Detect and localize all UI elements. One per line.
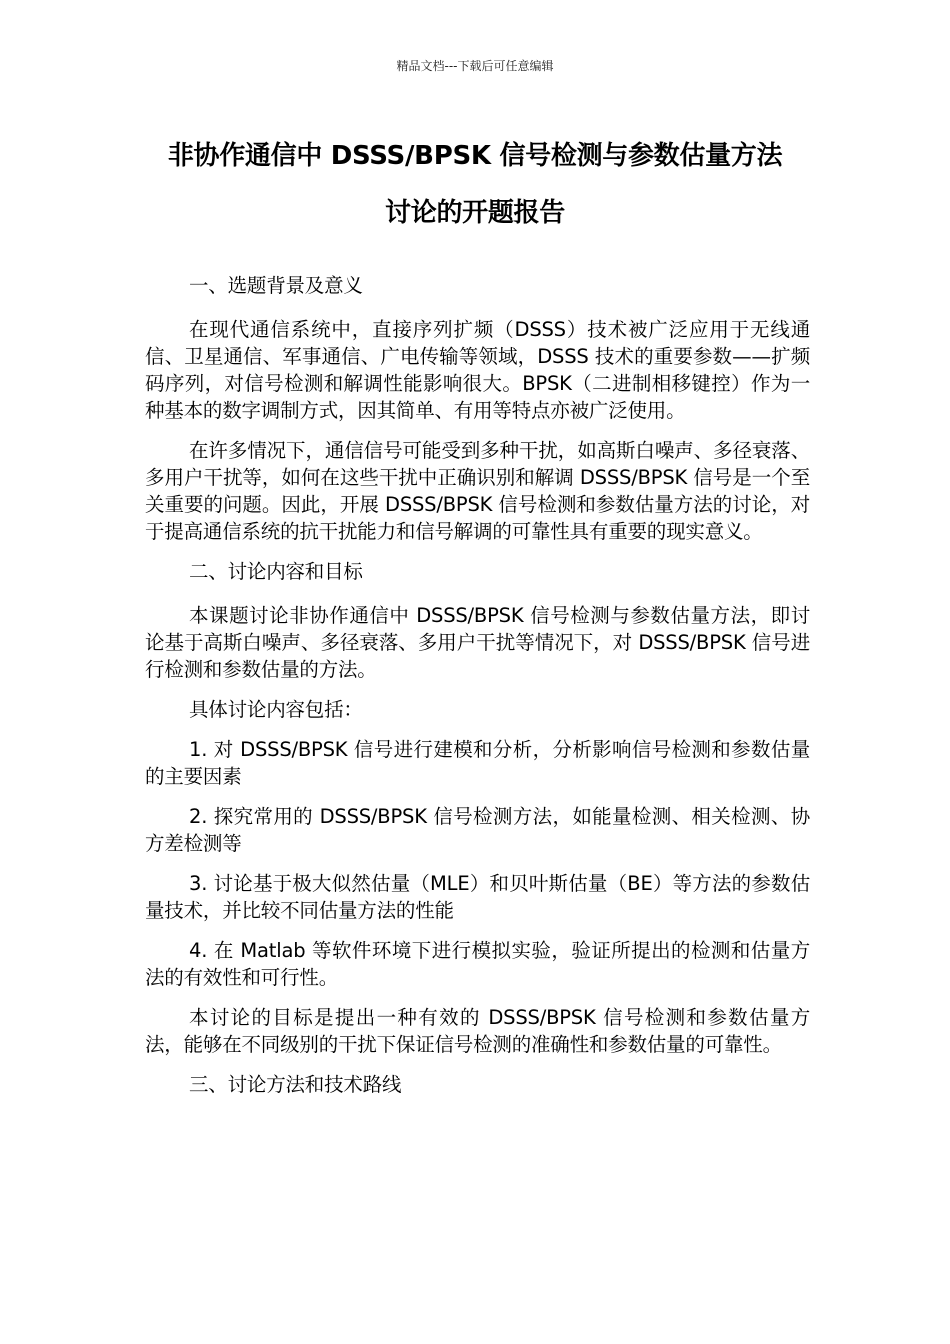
list-item-2: 2. 探究常用的 DSSS/BPSK 信号检测方法，如能量检测、相关检测、协方差检测等: [145, 805, 810, 855]
document-title-line-2: 讨论的开题报告: [385, 198, 565, 228]
paragraph-content-1: 本课题讨论非协作通信中 DSSS/BPSK 信号检测与参数估量方法，即讨论基于高斯白噪声、多径衰落、多用户干扰等情况下，对 DSSS/BPSK 信号进行检测和参数估量的方法。: [145, 604, 810, 681]
list-item-1: 1. 对 DSSS/BPSK 信号进行建模和分析，分析影响信号检测和参数估量的主要因素: [145, 738, 810, 788]
section-heading-content: 二、讨论内容和目标: [189, 560, 363, 583]
document-title-line-1: 非协作通信中 DSSS/BPSK 信号检测与参数估量方法: [167, 141, 783, 171]
list-item-4: 4. 在 Matlab 等软件环境下进行模拟实验，验证所提出的检测和估量方法的有效性和可行性。: [145, 939, 810, 989]
list-item-3: 3. 讨论基于极大似然估量（MLE）和贝叶斯估量（BE）等方法的参数估量技术，并比较不同估量方法的性能: [145, 872, 810, 922]
page-header: 精品文档---下载后可任意编辑: [396, 59, 554, 73]
paragraph-background-2: 在许多情况下，通信信号可能受到多种干扰，如高斯白噪声、多径衰落、多用户干扰等，如何在这些干扰中正确识别和解调 DSSS/BPSK 信号是一个至关重要的问题。因此，开展 DSSS/BPSK 信号检测和参数估量方法的讨论，对于提高通信系统的抗干扰能力和信号解调的可靠性具有重要的现实意义。: [145, 439, 810, 543]
document-body: [145, 272, 810, 1115]
paragraph-content-2: 具体讨论内容包括：: [189, 698, 363, 721]
paragraph-content-3: 本讨论的目标是提出一种有效的 DSSS/BPSK 信号检测和参数估量方法，能够在不同级别的干扰下保证信号检测的准确性和参数估量的可靠性。: [145, 1006, 810, 1056]
section-heading-background: 一、选题背景及意义: [189, 274, 363, 297]
paragraph-background-1: 在现代通信系统中，直接序列扩频（DSSS）技术被广泛应用于无线通信、卫星通信、军事通信、广电传输等领域，DSSS 技术的重要参数——扩频码序列，对信号检测和解调性能影响很大。BPSK（二进制相移键控）作为一种基本的数字调制方式，因其简单、有用等特点亦被广泛使用。: [145, 318, 810, 422]
section-heading-method: 三、讨论方法和技术路线: [189, 1073, 402, 1096]
